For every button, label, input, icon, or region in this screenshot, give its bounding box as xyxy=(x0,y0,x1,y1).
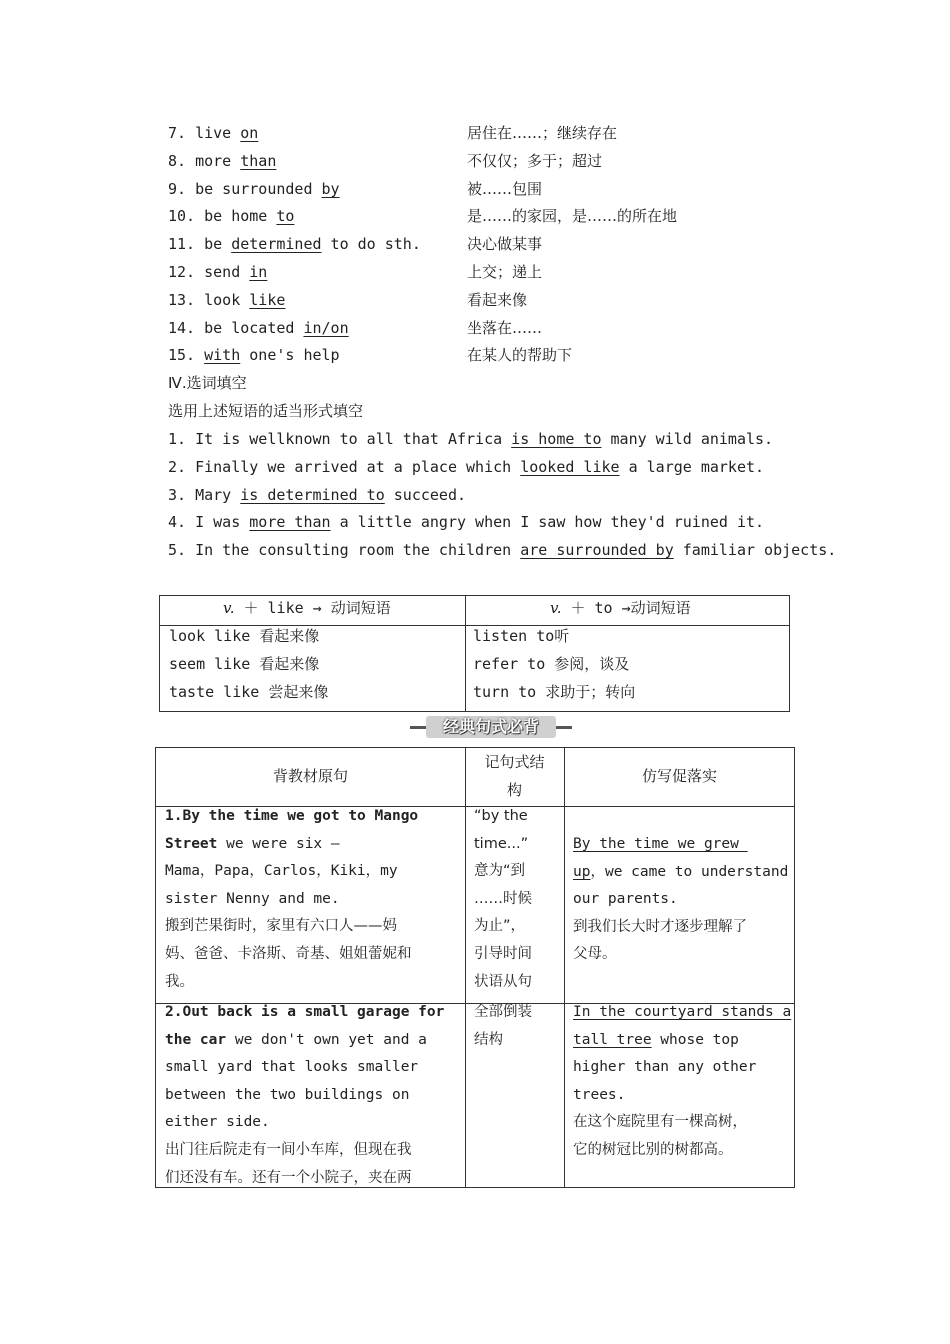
original-sentence: 1.By the time we got to Mango Street we were six — Mama，Papa，Carlos，Kiki，my sister Nenny and me. 搬到芒果街时，家里有六口人——妈 妈、爸爸、卡洛斯、奇基、姐姐蕾妮和 我。 xyxy=(165,808,419,990)
table-header-like: v. ＋ like → 动词短语 xyxy=(223,599,391,617)
item-number: 2. xyxy=(168,458,187,476)
item-number: 4. xyxy=(168,513,187,531)
phrase-item xyxy=(168,232,868,256)
phrase-number: 15. xyxy=(168,346,196,364)
phrase-text: be xyxy=(204,235,232,253)
phrase-meaning: 被……包围 xyxy=(467,180,543,198)
phrase-text: live xyxy=(195,124,241,142)
section-title: Ⅳ.选词填空 xyxy=(168,374,247,392)
section-banner xyxy=(410,714,572,740)
phrase-text: more xyxy=(195,152,241,170)
phrase-item xyxy=(168,288,868,312)
phrase-item xyxy=(168,177,868,201)
table-cell: listen to听 xyxy=(473,627,570,645)
imitation-sentence: In the courtyard stands a tall tree whose top higher than any other trees. 在这个庭院里有一棵高树， 它的树冠比别的树都高。 xyxy=(573,1004,792,1158)
table-cell: refer to 参阅，谈及 xyxy=(473,655,630,673)
item-text: a little angry when I saw how they'd ruined it. xyxy=(330,513,765,531)
header-imitation: 仿写促落实 xyxy=(641,767,717,785)
item-text: In the consulting room the children xyxy=(195,541,521,559)
phrase-text: send xyxy=(204,263,250,281)
phrase-text: to do sth. xyxy=(321,235,421,253)
section-instruction: 选用上述短语的适当形式填空 xyxy=(168,402,364,420)
item-answer: more than xyxy=(249,513,331,531)
table-divider xyxy=(564,748,565,1187)
fill-item xyxy=(168,538,836,562)
phrase-number: 10. xyxy=(168,207,196,225)
phrase-number: 13. xyxy=(168,291,196,309)
phrase-meaning: 坐落在…… xyxy=(467,319,543,337)
header-structure: 记句式结 构 xyxy=(484,753,545,799)
phrase-meaning: 决心做某事 xyxy=(467,235,543,253)
header-original-sentence: 背教材原句 xyxy=(272,767,348,785)
table-header-to: v. ＋ to →动词短语 xyxy=(550,599,691,617)
phrase-answer: like xyxy=(249,291,286,309)
phrase-text: one's help xyxy=(240,346,340,364)
phrase-answer: by xyxy=(321,180,340,198)
phrase-meaning: 是……的家园，是……的所在地 xyxy=(467,207,678,225)
item-number: 1. xyxy=(168,430,187,448)
table-cell: turn to 求助于；转向 xyxy=(473,683,636,701)
table-cell: taste like 尝起来像 xyxy=(169,683,329,701)
phrase-answer: with xyxy=(204,346,241,364)
item-answer: looked like xyxy=(520,458,620,476)
phrase-meaning: 看起来像 xyxy=(467,291,528,309)
item-number: 5. xyxy=(168,541,187,559)
phrase-item xyxy=(168,149,868,173)
item-text: Mary xyxy=(195,486,241,504)
item-text: many wild animals. xyxy=(601,430,774,448)
phrase-answer: in/on xyxy=(303,319,349,337)
fill-item xyxy=(168,483,466,507)
phrase-item xyxy=(168,204,868,228)
item-text: succeed. xyxy=(384,486,467,504)
phrase-answer: determined xyxy=(231,235,322,253)
phrase-item xyxy=(168,121,868,145)
fill-item xyxy=(168,510,764,534)
phrase-number: 9. xyxy=(168,180,187,198)
item-text: familiar objects. xyxy=(673,541,837,559)
phrase-number: 8. xyxy=(168,152,187,170)
phrase-text: be located xyxy=(204,319,304,337)
phrase-meaning: 不仅仅；多于；超过 xyxy=(467,152,603,170)
fill-item xyxy=(168,427,773,451)
phrase-number: 11. xyxy=(168,235,196,253)
phrase-answer: in xyxy=(249,263,268,281)
phrase-number: 7. xyxy=(168,124,187,142)
phrase-meaning: 居住在……；继续存在 xyxy=(467,124,618,142)
phrase-answer: than xyxy=(240,152,277,170)
verb-phrase-table xyxy=(159,595,790,712)
item-text: It is wellknown to all that Africa xyxy=(195,430,512,448)
table-divider xyxy=(465,748,466,1187)
phrase-item xyxy=(168,343,868,367)
table-cell: seem like 看起来像 xyxy=(169,655,320,673)
phrase-text: be surrounded xyxy=(195,180,322,198)
item-answer: are surrounded by xyxy=(520,541,674,559)
original-sentence: 2.Out back is a small garage for the car we don't own yet and a small yard that looks smaller between the two buildings on either side. 出门往后院走有一间小车库，但现在我 们还没有车。还有一个小院子，夹在两 xyxy=(165,1004,445,1186)
phrase-item xyxy=(168,316,868,340)
structure-note: “by the time...” 意为“到 ……时候 为止”， 引导时间 状语从句 xyxy=(474,808,532,990)
item-text: I was xyxy=(195,513,250,531)
table-divider xyxy=(465,596,466,711)
phrase-text: look xyxy=(204,291,250,309)
structure-note: 全部倒装 结构 xyxy=(474,1004,532,1048)
sentence-pattern-table xyxy=(155,747,795,1188)
item-text: a large market. xyxy=(619,458,765,476)
phrase-item xyxy=(168,260,868,284)
phrase-meaning: 在某人的帮助下 xyxy=(467,346,573,364)
imitation-sentence: By the time we grew up，we came to understand our parents. 到我们长大时才逐步理解了 父母。 xyxy=(573,836,789,963)
item-answer: is determined to xyxy=(240,486,385,504)
item-answer: is home to xyxy=(511,430,602,448)
phrase-text: be home xyxy=(204,207,277,225)
phrase-answer: to xyxy=(276,207,295,225)
item-text: Finally we arrived at a place which xyxy=(195,458,521,476)
fill-item xyxy=(168,455,764,479)
item-number: 3. xyxy=(168,486,187,504)
phrase-meaning: 上交；递上 xyxy=(467,263,543,281)
phrase-number: 14. xyxy=(168,319,196,337)
phrase-answer: on xyxy=(240,124,259,142)
banner-title: 经典句式必背 xyxy=(442,717,539,736)
phrase-number: 12. xyxy=(168,263,196,281)
table-cell: look like 看起来像 xyxy=(169,627,320,645)
